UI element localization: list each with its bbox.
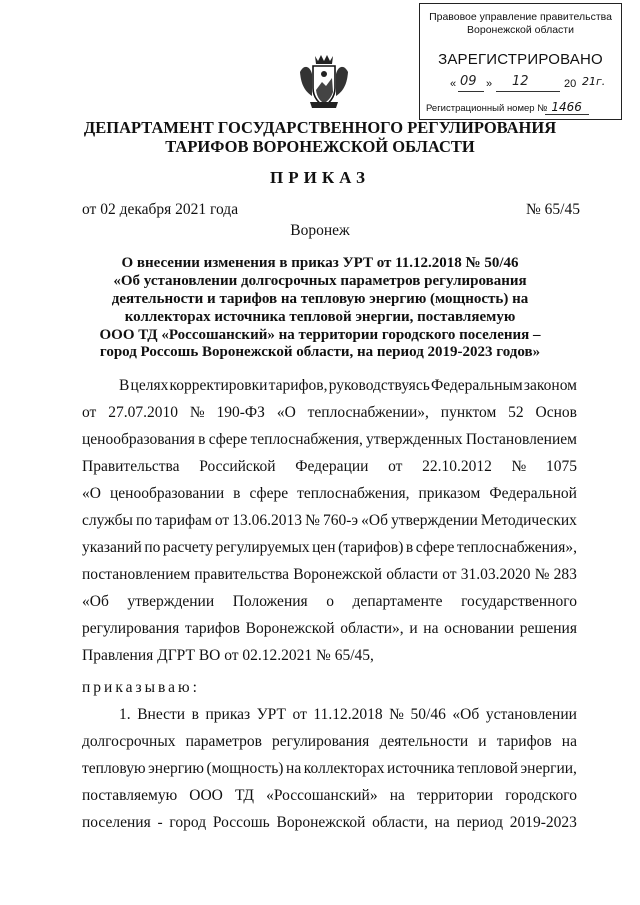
stamp-year-suffix: 21г. [582,75,606,88]
word: 1. [119,706,131,723]
stamp-date [450,74,610,94]
subject-line: город Россошь Воронежской области, на период 2019-2023 годов» [99,344,541,360]
word: «Об [82,593,109,610]
word: постановлением [82,566,191,583]
word: 760-э [322,512,359,529]
preamble-line [82,458,577,476]
word: основании [444,620,515,637]
word: Основ [535,404,577,421]
word: (тарифов) [338,539,404,556]
word: на [389,787,405,804]
item1-line [82,760,577,778]
word: пунктом [440,404,497,421]
word: - [157,814,163,831]
stamp-quote-close: » [486,78,493,90]
word: город [169,814,207,831]
stamp-quote-open: « [450,78,457,90]
word: Воронежской [276,814,366,831]
word: приказом [418,485,481,502]
word: параметров [185,733,262,750]
word: городского [505,787,577,804]
word: решения [519,620,577,637]
stamp-month-underline [496,91,560,92]
word: 283 [553,566,577,583]
word: области, [372,814,428,831]
word: 27.07.2010 [108,404,178,421]
word: долгосрочных [82,733,176,750]
item1-line [82,814,577,832]
word: «О [82,485,101,502]
word: В [119,377,130,394]
word: от [214,512,230,529]
word: деятельности [379,733,469,750]
stamp-day-underline [458,91,484,92]
stamp-reg-label: Регистрационный номер № [426,103,548,114]
subject-line: О внесении изменения в приказ УРТ от 11.12.2018 № 50/46 [121,255,519,271]
voronezh-coat-of-arms-icon [296,52,352,112]
preamble-line [82,593,577,611]
word: тепловой [457,760,518,777]
word: № [189,404,205,421]
word: (мощность) [206,760,284,777]
word: сфере [249,485,289,502]
word: 52 [508,404,524,421]
preamble-line [82,620,577,638]
word: утверждении [127,593,215,610]
word: № [511,458,527,475]
stamp-number-underline [545,114,589,115]
word: по [144,539,161,556]
word: в [191,706,199,723]
word: расчету [162,539,214,556]
stamp-year-prefix: 20 [564,78,577,90]
stamp-line2: Воронежской области [467,24,574,36]
word: 1075 [545,458,577,475]
word: № [305,512,320,529]
word: тарифов [496,733,552,750]
item1-line [82,733,577,751]
word: на [286,760,302,777]
preamble-line [119,377,577,395]
word: «Об [361,512,388,529]
stamp-month: 12 [512,74,529,89]
word: поставляемую [82,787,178,804]
word: Методических [480,512,577,529]
word: 31.03.2020 [460,566,531,583]
item1-line [82,787,577,805]
word: по [136,512,153,529]
word: от [292,706,307,723]
word: «О [276,404,296,421]
word: тарифов [184,620,240,637]
word: Положения [232,593,308,610]
stamp-reg-number: 1466 [551,100,582,114]
word: № [534,566,550,583]
word: теплоснабжения», [456,539,577,556]
word: законом [523,377,577,394]
word: сфере [208,431,248,448]
word: департаменте [352,593,443,610]
word: «Об [452,706,480,723]
word: территории [416,787,494,804]
word: УРТ [256,706,286,723]
word: Российской [199,458,276,475]
word: источника [387,760,455,777]
word: Федерации [295,458,369,475]
word: указаний [82,539,142,556]
word: службы [82,512,133,529]
preamble-line [82,431,577,449]
word: на [423,620,439,637]
word: 11.12.2018 [313,706,383,723]
word: Воронежской [293,566,383,583]
word: Внести [137,706,186,723]
word: 2019-2023 [509,814,577,831]
word: в [198,431,206,448]
word: и [409,620,418,637]
word: поселения [82,814,151,831]
word: государственного [461,593,577,610]
word: регулирования [272,733,370,750]
stamp-registered: ЗАРЕГИСТРИРОВАНО [438,51,603,68]
word: энергию [148,760,204,777]
subject-line: коллекторах источника тепловой энергии, поставляемую [124,309,516,325]
word: тарифам [155,512,212,529]
word: правительства [194,566,290,583]
preamble-line [82,404,577,422]
word: коллекторах [303,760,385,777]
word: ценообразования [82,431,195,448]
word: утвержденных [366,431,463,448]
word: теплоснабжения, [297,485,410,502]
department-name-line1: ДЕПАРТАМЕНТ ГОСУДАРСТВЕННОГО РЕГУЛИРОВАНИЯ [83,118,557,137]
word: области», [340,620,404,637]
stamp-reg-number-row [426,100,589,114]
word: от [82,404,97,421]
word: период [456,814,503,831]
stamp-line1: Правовое управление правительства [429,11,612,23]
word: «Россошанский» [266,787,378,804]
word: в [233,485,241,502]
word: от [388,458,403,475]
subject-line: «Об установлении долгосрочных параметров регулирования [113,273,527,289]
word: 190-ФЗ [216,404,265,421]
word: Правительства [82,458,180,475]
department-name-line2: ТАРИФОВ ВОРОНЕЖСКОЙ ОБЛАСТИ [165,137,475,156]
word: 13.06.2013 [232,512,303,529]
preamble-line [82,512,577,530]
word: установлении [485,706,577,723]
word: 22.10.2012 [422,458,492,475]
order-number: № 65/45 [526,201,580,218]
word: целях [130,377,169,394]
word: регулирования [82,620,180,637]
word: Федеральной [489,485,577,502]
word: тепловую [82,760,146,777]
order-word: приказываю: [82,679,200,696]
word: приказ [205,706,251,723]
word: на [561,733,577,750]
word: области [386,566,439,583]
word: энергии, [520,760,577,777]
word: регулируемых [215,539,310,556]
preamble-line [82,485,577,503]
word: 50/46 [410,706,446,723]
word: Россошь [212,814,270,831]
preamble-line: Правления ДГРТ ВО от 02.12.2021 № 65/45, [82,647,374,664]
word: в [405,539,414,556]
order-city: Воронеж [290,222,350,239]
word: корректировки [169,377,268,394]
word: на [434,814,450,831]
document-type: ПРИКАЗ [270,168,370,187]
word: теплоснабжения, [250,431,363,448]
word: Воронежской [245,620,335,637]
word: сфере [415,539,455,556]
word: и [478,733,487,750]
word: Федеральным [430,377,523,394]
word: о [326,593,334,610]
subject-line: ООО ТД «Россошанский» на территории городского поселения – [99,327,541,343]
preamble-line [82,539,577,557]
order-date: от 02 декабря 2021 года [82,201,239,218]
registration-stamp [419,3,622,120]
subject-line: деятельности и тарифов на тепловую энергию (мощность) на [111,291,529,307]
word: утверждении [391,512,478,529]
word: от [442,566,457,583]
word: Постановлением [465,431,577,448]
word: ценообразовании [109,485,225,502]
word: цен [312,539,336,556]
word: ООО [189,787,223,804]
word: теплоснабжении», [307,404,429,421]
item1-line [119,706,577,724]
preamble-line [82,566,577,584]
word: ТД [234,787,255,804]
stamp-day: 09 [460,74,477,89]
word: № [389,706,404,723]
word: руководствуясь [328,377,430,394]
word: тарифов, [268,377,328,394]
